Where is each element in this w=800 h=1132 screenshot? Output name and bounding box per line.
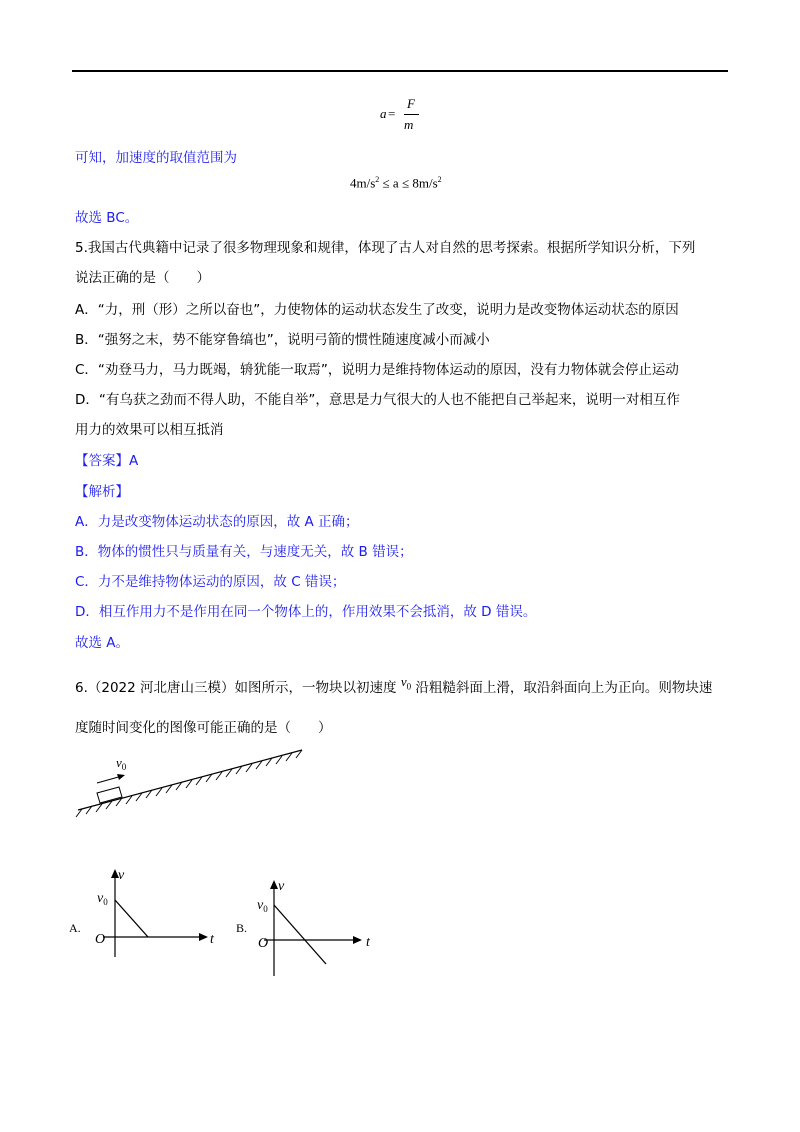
graph-b-y-label: v (278, 879, 285, 894)
graph-a (65, 862, 235, 962)
q5-answer: 【答案】A (75, 453, 139, 469)
graph-b-x-label: t (366, 935, 370, 950)
q5-conclusion: 故选 A。 (75, 635, 130, 651)
previous-answer: 故选 BC。 (75, 210, 139, 226)
q5-analysis-a: A．力是改变物体运动状态的原因，故 A 正确； (75, 514, 359, 530)
q5-option-d-line2: 用力的效果可以相互抵消 (75, 422, 224, 438)
q5-option-d-line1: D．“有乌获之劲而不得人助，不能自举”，意思是力气很大的人也不能把自己举起来，说明一对相互作 (75, 392, 680, 408)
q6-stem-part2: 沿粗糙斜面上滑，取沿斜面向上为正向。则物块速 (415, 680, 713, 696)
formula-denominator: m (404, 117, 414, 132)
incline-hatching (76, 750, 302, 817)
ineq-left-exp: 2 (375, 175, 380, 184)
graph-a-x-arrow (199, 933, 208, 941)
incline-v0-label: $v_0$ (116, 755, 127, 772)
q6-stem-line1 (75, 672, 712, 698)
graph-b-option-label: B. (236, 921, 248, 935)
ineq-left: 4m/s (350, 175, 376, 191)
formula-equals: = (388, 106, 396, 121)
fraction-bar (404, 114, 419, 115)
graph-b-y-arrow (270, 880, 278, 889)
graph-a-option-label: A. (69, 921, 81, 935)
graph-a-x-label: t (210, 932, 214, 947)
graph-b-x-arrow (353, 936, 362, 944)
velocity-arrowhead (117, 774, 125, 780)
q5-option-a: A．“力，刑（形）之所以奋也”，力使物体的运动状态发生了改变，说明力是改变物体运动状态的原因 (75, 302, 679, 318)
graph-a-y-label: v (118, 868, 125, 883)
ineq-middle: ≤ a ≤ (379, 175, 413, 191)
q5-option-c: C．“劝登马力，马力既竭，辀犹能一取焉”，说明力是维持物体运动的原因，没有力物体就会停止运动 (75, 362, 679, 378)
graph-b-intercept: $v_0$ (257, 898, 268, 914)
graph-a-intercept: $v_0$ (97, 891, 108, 907)
q5-stem-line2: 说法正确的是（ ） (75, 270, 210, 286)
q6-stem-line2: 度随时间变化的图像可能正确的是（ ） (75, 720, 332, 736)
q5-analysis-c: C．力不是维持物体运动的原因，故 C 错误； (75, 574, 346, 590)
v0-subscript: 0 (406, 681, 412, 692)
q5-analysis-b: B．物体的惯性只与质量有关，与速度无关，故 B 错误； (75, 544, 413, 560)
block (97, 787, 122, 803)
formula-numerator: F (407, 96, 415, 111)
ineq-right: 8m/s (412, 175, 438, 191)
graph-a-line (115, 900, 148, 937)
q5-option-b: B．“强努之末，势不能穿鲁缟也”，说明弓箭的惯性随速度减小而减小 (75, 332, 490, 348)
ineq-right-exp: 2 (437, 175, 442, 184)
range-intro: 可知，加速度的取值范围为 (75, 150, 237, 166)
acceleration-range (350, 175, 442, 191)
header-rule (72, 70, 728, 72)
graph-b-origin: O (258, 936, 269, 951)
q6-stem-part1: 6.（2022 河北唐山三模）如图所示，一物块以初速度 (75, 680, 397, 696)
q5-analysis-label: 【解析】 (75, 484, 129, 500)
formula-lhs: a (380, 106, 387, 121)
graph-b (232, 870, 392, 980)
q5-stem-line1: 5.我国古代典籍中记录了很多物理现象和规律，体现了古人对自然的思考探索。根据所学知识分析，下列 (75, 240, 696, 256)
graph-a-origin: O (95, 932, 106, 947)
incline-figure (70, 745, 310, 830)
q5-analysis-d: D．相互作用力不是作用在同一个物体上的，作用效果不会抵消，故 D 错误。 (75, 604, 537, 620)
q6-v0-symbol (400, 674, 412, 692)
graph-b-line (274, 905, 326, 964)
v0-letter: v (400, 674, 407, 689)
